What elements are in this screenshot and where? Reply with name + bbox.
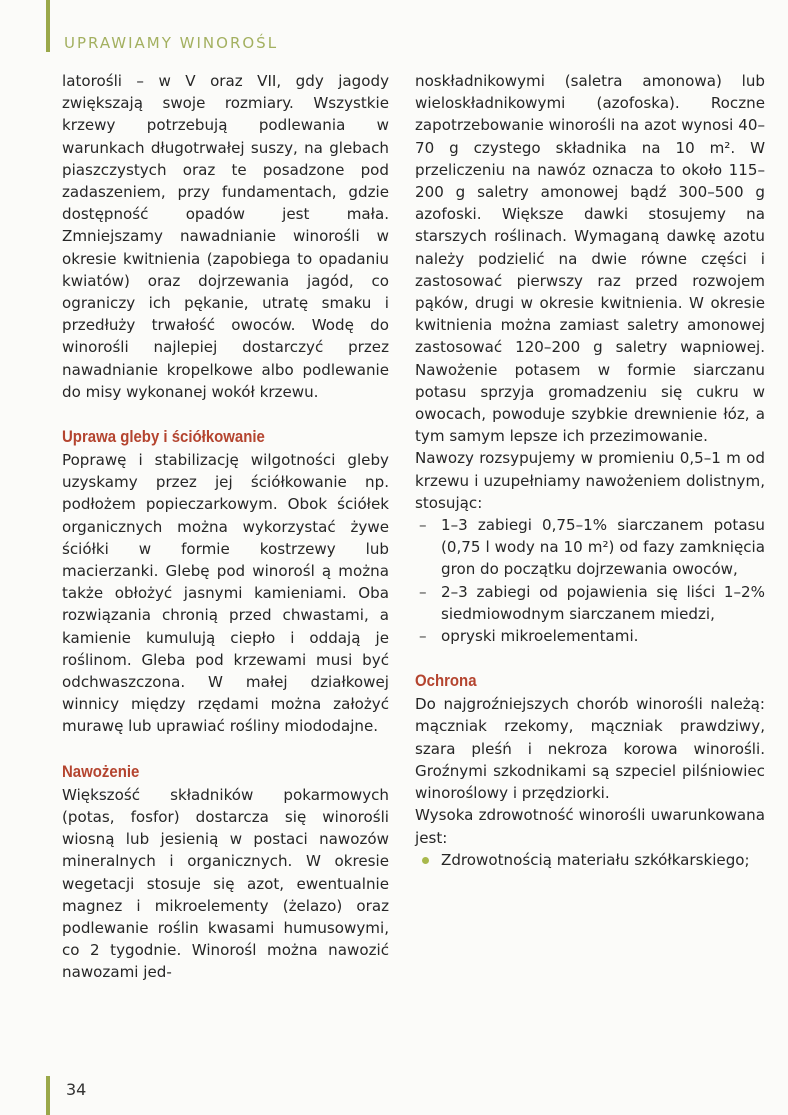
heading-soil-mulching: Uprawa gleby i ściółkowanie [62,427,265,447]
paragraph-health-intro: Wysoka zdrowotność winorośli uwarunkowana jest: [415,806,765,847]
list-item: – opryski mikroelementami. [415,625,765,647]
list-item: – 2–3 zabiegi od pojawienia się liści 1–2% siedmiowodnym siarczanem miedzi, [415,581,765,625]
paragraph-protection: Do najgroźniejszych chorób winorośli należą: mączniak rzekomy, mączniak prawdziwy, szara pleśń i nekroza korowa winorośli. Groźnymi szkodnikami są szpeciel pilśniowiec winoroślowy i przędziorki. [415,695,765,803]
treatment-list [415,514,765,647]
paragraph-fertilization-cont: noskładnikowymi (saletra amonowa) lub wieloskładnikowymi (azofoska). Roczne zapotrzebowanie winorośli na azot wynosi 40–70 g czystego składnika na 10 m². W przeliczeniu na nawóz oznacza to około 115–200 g saletry amonowej bądź 300–500 g azofoski. Większe dawki stosujemy na starszych roślinach. Wymaganą dawkę azotu należy podzielić na dwie równe części i zastosować pierwszy raz przed rozwojem pąków, drugi w okresie kwitnienia. W okresie kwitnienia można zamiast saletry amonowej zastosować 120–200 g saletry wapniowej. Nawożenie potasem w formie siarczanu potasu sprzyja gromadzeniu się cukru w owocach, powoduje szybkie drewnienie łóz, a tym samym lepsze ich przezimowanie. [415,72,765,446]
list-item: – 1–3 zabiegi 0,75–1% siarczanem potasu (0,75 l wody na 10 m²) od fazy zamknięcia gron do początku dojrzewania owoców, [415,514,765,581]
right-column [415,70,765,871]
page-number: 34 [66,1080,87,1099]
left-column [62,70,389,984]
health-factors-list [415,849,765,871]
paragraph-soil-mulching: Poprawę i stabilizację wilgotności gleby uzyskamy przez jej ściółkowanie np. podłożem popieczarkowym. Obok ściółek organicznych można wykorzystać żywe ściółki w formie kostrzewy lub macierzanki. Glebę pod winorośl ą można także obłożyć jasnymi kamieniami. Oba rozwiązania chronią przed chwastami, a kamienie kumulują ciepło i oddają je roślinom. Gleba pod krzewami musi być odchwaszczona. W małej działkowej winnicy między rzędami można założyć murawę lub uprawiać rośliny miododajne. [62,451,389,736]
paragraph-fertilization: Większość składników pokarmowych (potas, fosfor) dostarcza się winorośli wiosną lub jesienią w postaci nawozów mineralnych i organicznych. W okresie wegetacji stosuje się azot, ewentualnie magnez i mikroelementy (żelazo) oraz podlewanie roślin kwasami humusowymi, co 2 tygodnie. Winorośl można nawozić nawozami jed- [62,785,389,982]
footer-accent-bar [46,1076,50,1115]
running-header: UPRAWIAMY WINOROŚL [64,34,279,52]
heading-fertilization: Nawożenie [62,761,140,781]
header-accent-bar [46,0,50,52]
list-item: Zdrowotnością materiału szkółkarskiego; [415,849,765,871]
paragraph-watering: latorośli – w V oraz VII, gdy jagody zwiększają swoje rozmiary. Wszystkie krzewy potrzebują podlewania w warunkach długotrwałej suszy, na glebach piaszczystych oraz te posadzone pod zadaszeniem, przy fundamentach, gdzie dostępność opadów jest mała. Zmniejszamy nawadnianie winorośli w okresie kwitnienia (zapobiega to opadaniu kwiatów) oraz dojrzewania jagód, co ograniczy ich pękanie, utratę smaku i przedłuży trwałość owoców. Wodę do winorośli najlepiej dostarczyć przez nawadnianie kropelkowe albo podlewanie do misy wykonanej wokół krzewu. [62,72,389,401]
heading-protection: Ochrona [415,671,477,691]
paragraph-fertilizer-spreading: Nawozy rozsypujemy w promieniu 0,5–1 m od krzewu i uzupełniamy nawożeniem dolistnym, stosując: [415,449,765,512]
